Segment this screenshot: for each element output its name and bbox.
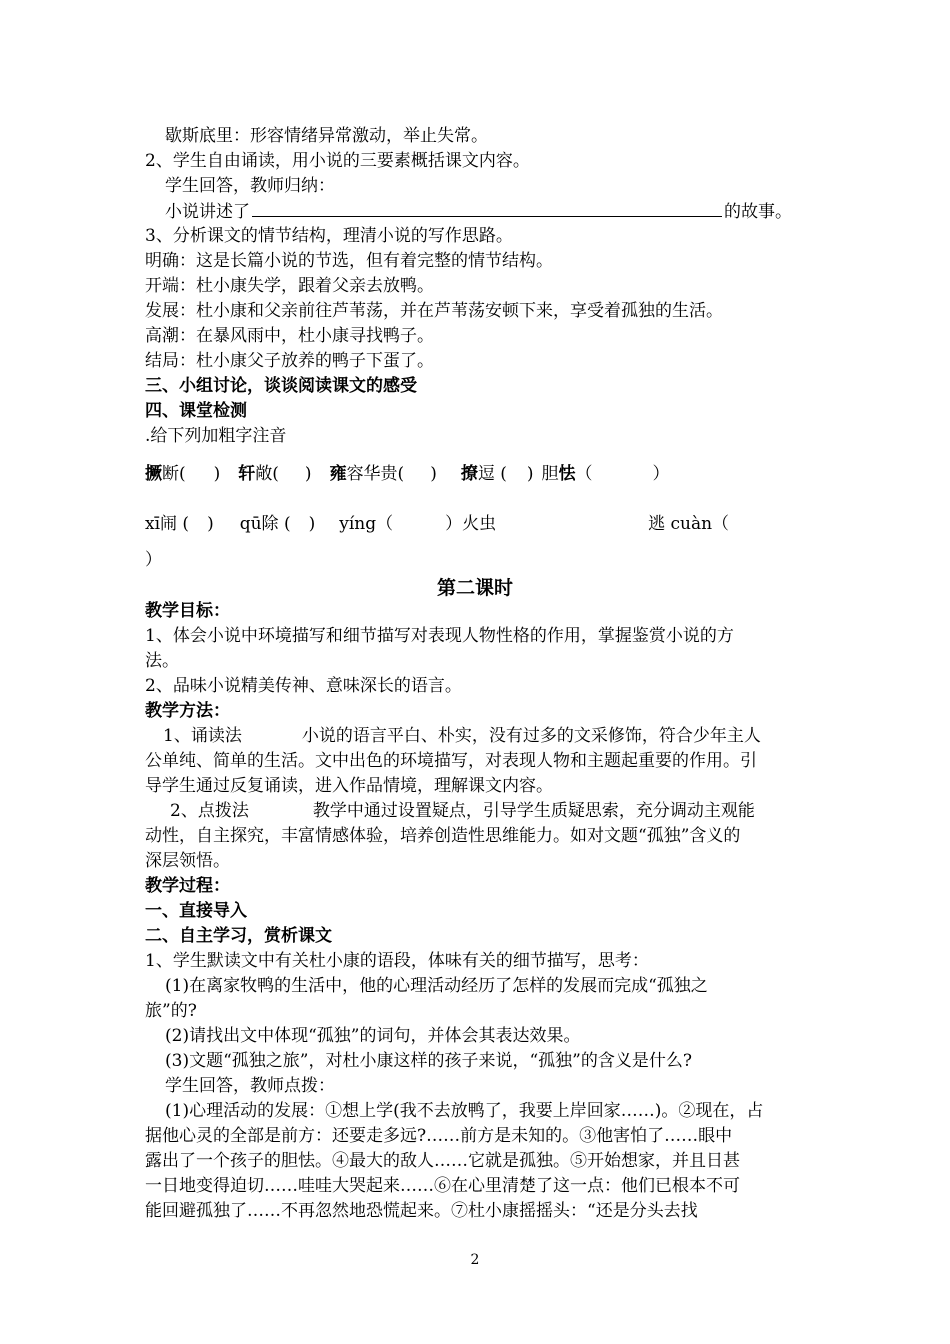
- answer-1: (1)心理活动的发展：①想上学(我不去放鸭了，我要上岸回家……)。②现在，占: [165, 1101, 764, 1121]
- item-text: qū除 (: [239, 514, 291, 534]
- item-text: 容华贵(: [346, 464, 405, 484]
- item-close: ）: [652, 464, 670, 484]
- item-close: ): [308, 514, 316, 534]
- goal-1: 1、体会小说中环境描写和细节描写对表现人物性格的作用，掌握鉴赏小说的方: [145, 626, 734, 646]
- answer-1-cont: 据他心灵的全部是前方：还要走多远?……前方是未知的。③他害怕了……眼中: [145, 1126, 733, 1146]
- plot-ending: 结局：杜小康父子放养的鸭子下蛋了。: [145, 351, 434, 371]
- answer-intro: 学生回答，教师归纳：: [165, 176, 335, 196]
- method-text: 小说的语言平白、朴实，没有过多的文采修饰，符合少年主人: [301, 726, 761, 746]
- answer-intro-2: 学生回答，教师点拨：: [165, 1076, 335, 1096]
- fill-in-prefix: 小说讲述了: [165, 202, 250, 222]
- step-3: 3、分析课文的情节结构，理清小说的写作思路。: [145, 226, 513, 246]
- plot-beginning: 开端：杜小康失学，跟着父亲去放鸭。: [145, 276, 434, 296]
- pinyin-row-2-wrap: ）: [145, 550, 162, 570]
- method-2-cont: 深层领悟。: [145, 851, 230, 871]
- method-1-cont: 导学生通过反复诵读，进入作品情境，理解课文内容。: [145, 776, 553, 796]
- goal-1-cont: 法。: [145, 651, 179, 671]
- answer-1-cont: 一日地变得迫切……哇哇大哭起来……⑥在心里清楚了这一点：他们已根本不可: [145, 1176, 740, 1196]
- item-text: 逗 (: [477, 464, 507, 484]
- clarify-line: 明确：这是长篇小说的节选，但有着完整的情节结构。: [145, 251, 553, 271]
- answer-1-cont: 露出了一个孩子的胆怯。④最大的敌人……它就是孤独。⑤开始想家，并且日甚: [145, 1151, 740, 1171]
- method-2: [170, 799, 755, 823]
- item-open: （: [575, 464, 593, 484]
- fill-in-suffix: 的故事。: [724, 202, 792, 222]
- item-close: ): [430, 464, 437, 484]
- bold-char: 撩: [460, 464, 478, 484]
- bold-char: 轩: [238, 464, 256, 484]
- question-1: (1)在离家牧鸭的生活中，他的心理活动经历了怎样的发展而完成“孤独之: [165, 976, 708, 996]
- method-1-cont: 公单纯、简单的生活。文中出色的环境描写，对表现人物和主题起重要的作用。引: [145, 751, 757, 771]
- fill-in-line: [165, 199, 792, 223]
- method-1: [163, 724, 761, 748]
- item-text: 敞(: [255, 464, 279, 484]
- definition-line: 歇斯底里：形容情绪异常激动，举止失常。: [165, 126, 488, 146]
- answer-1-cont: 能回避孤独了……不再忽然地恐慌起来。⑦杜小康摇摇头：“还是分头去找: [145, 1201, 698, 1221]
- question-3: (3)文题“孤独之旅”，对杜小康这样的孩子来说，“孤独”的含义是什么?: [165, 1051, 692, 1071]
- process-heading: 教学过程：: [145, 876, 230, 896]
- item-close: ): [207, 514, 214, 534]
- pinyin-row-2: [145, 512, 729, 536]
- bold-char: 撅: [145, 464, 162, 484]
- method-2-cont: 动性，自主探究，丰富情感体验，培养创造性思维能力。如对文题“孤独”含义的: [145, 826, 741, 846]
- goal-2: 2、品味小说精美传神、意味深长的语言。: [145, 676, 462, 696]
- heading-3: 三、小组讨论，谈谈阅读课文的感受: [145, 376, 417, 396]
- item-close: ): [304, 464, 312, 484]
- item-text: xī闹 (: [145, 514, 190, 534]
- exercise-instruction: .给下列加粗字注音: [145, 426, 287, 446]
- process-step-2: 二、自主学习，赏析课文: [145, 926, 332, 946]
- pinyin-row-1: [145, 462, 670, 486]
- item-close: ）火虫: [445, 514, 497, 534]
- item-text: yíng（: [339, 514, 394, 534]
- process-step-1: 一、直接导入: [145, 901, 247, 921]
- method-label: 2、点拨法: [170, 801, 249, 821]
- fill-in-blank: [252, 199, 722, 217]
- question-1-cont: 旅”的?: [145, 1001, 197, 1021]
- task-1: 1、学生默读文中有关杜小康的语段，体味有关的细节描写，思考：: [145, 951, 649, 971]
- method-label: 1、诵读法: [163, 726, 242, 746]
- lesson-title: 第二课时: [436, 577, 513, 599]
- step-2: 2、学生自由诵读，用小说的三要素概括课文内容。: [145, 151, 530, 171]
- plot-development: 发展：杜小康和父亲前往芦苇荡，并在芦苇荡安顿下来，享受着孤独的生活。: [145, 301, 723, 321]
- item-text: 断(: [162, 464, 186, 484]
- plot-climax: 高潮：在暴风雨中，杜小康寻找鸭子。: [145, 326, 434, 346]
- page-number: 2: [470, 1252, 480, 1268]
- item-close: ): [526, 464, 534, 484]
- question-2: (2)请找出文中体现“孤独”的词句，并体会其表达效果。: [165, 1026, 581, 1046]
- method-text: 教学中通过设置疑点，引导学生质疑思索，充分调动主观能: [312, 801, 755, 821]
- bold-char: 怯: [558, 464, 576, 484]
- heading-4: 四、课堂检测: [145, 401, 247, 421]
- bold-char: 雍: [329, 464, 347, 484]
- item-text: 胆: [541, 464, 559, 484]
- goals-heading: 教学目标：: [145, 601, 230, 621]
- item-close: ): [213, 464, 221, 484]
- method-heading: 教学方法：: [145, 701, 230, 721]
- item-text: 逃 cuàn（: [648, 514, 730, 534]
